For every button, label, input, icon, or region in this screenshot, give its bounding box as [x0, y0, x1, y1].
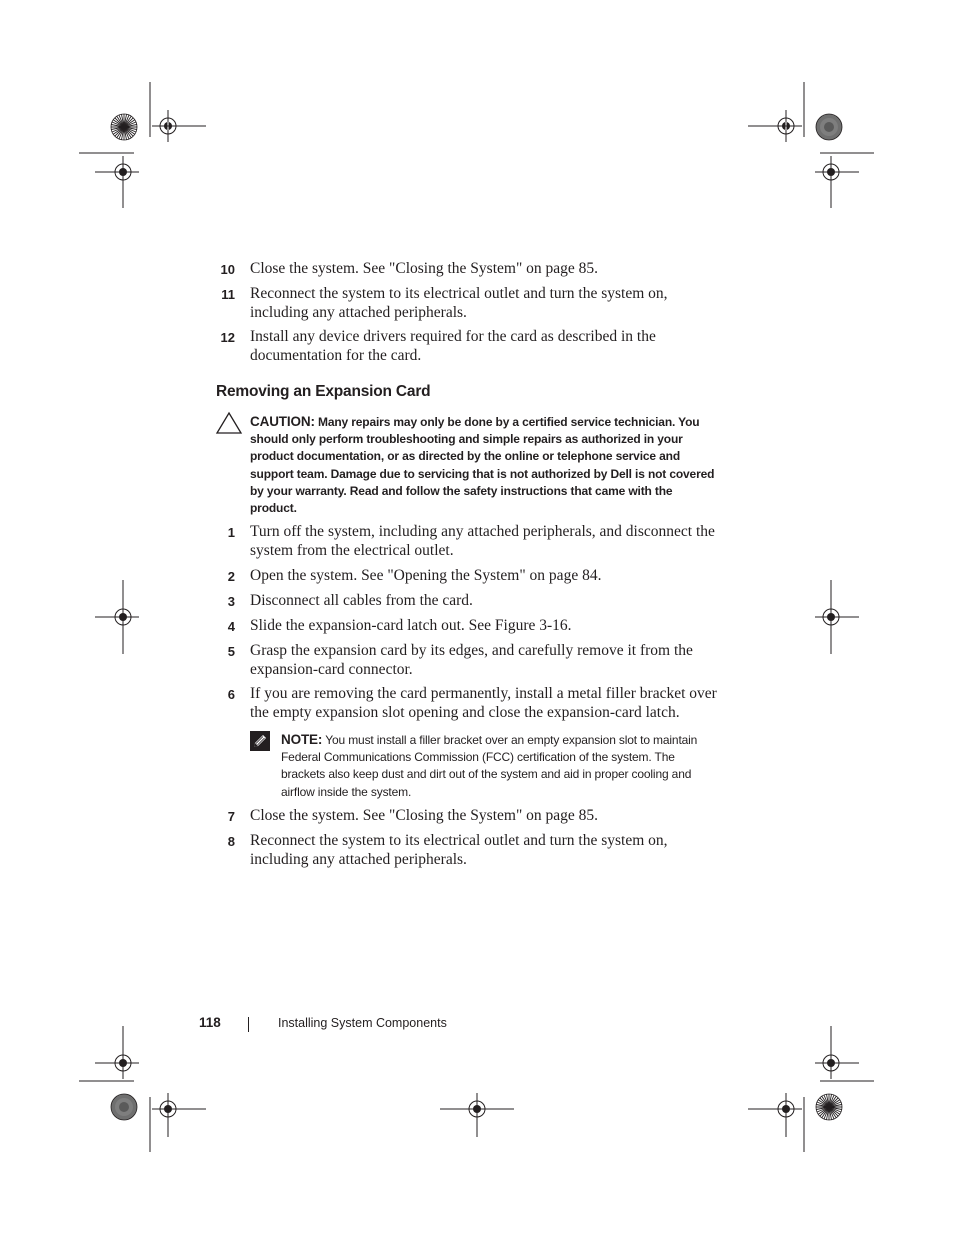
step-number: 8 [227, 834, 235, 849]
step-number: 1 [227, 525, 235, 540]
caution-text: Many repairs may only be done by a certified service technician. You should only perform troubleshooting and simple repairs as authorized in your product documentation, or as directed by the online or telephone service and support team. Damage due to servicing that is not authorized by Dell is not covered by your warranty. Read and follow the safety instructions that came with the product. [250, 415, 715, 516]
step-text: If you are removing the card permanently, install a metal filler bracket over the empty expansion slot opening and close the expansion-card latch. [250, 685, 717, 721]
step-text: Turn off the system, including any attached peripherals, and disconnect the system from the electrical outlet. [250, 523, 715, 559]
page-number: 118 [199, 1015, 221, 1030]
section-heading: Removing an Expansion Card [216, 383, 431, 400]
step-number: 7 [227, 809, 235, 824]
step-text: Close the system. See "Closing the System" on page 85. [250, 807, 599, 824]
step-number: 6 [227, 687, 235, 702]
footer-divider [248, 1017, 249, 1032]
step-text: Install any device drivers required for the card as described in the documentation for the card. [250, 328, 656, 364]
step-number: 4 [227, 619, 235, 634]
registration-star-icon [111, 114, 137, 140]
step-number: 2 [227, 569, 235, 584]
step-number: 5 [227, 644, 235, 659]
registration-star-icon [816, 1094, 842, 1120]
step-text: Grasp the expansion card by its edges, and carefully remove it from the expansion-card connector. [250, 642, 693, 678]
step-text: Disconnect all cables from the card. [250, 592, 473, 609]
note-text: You must install a filler bracket over an empty expansion slot to maintain Federal Communications Commission (FCC) certification of the system. The brackets also keep dust and dirt out of the system and aid in proper cooling and airflow inside the system. [281, 733, 698, 799]
step-number: 11 [221, 287, 235, 302]
registration-gray-icon [111, 1094, 137, 1120]
step-text: Open the system. See "Opening the System" on page 84. [250, 567, 602, 584]
step-text: Reconnect the system to its electrical outlet and turn the system on, including any attached peripherals. [250, 832, 668, 868]
note-block [281, 731, 701, 801]
step-text: Slide the expansion-card latch out. See Figure 3-16. [250, 617, 572, 634]
caution-label: CAUTION: [250, 414, 315, 429]
footer-section-title: Installing System Components [278, 1016, 447, 1030]
step-text: Close the system. See "Closing the System" on page 85. [250, 260, 599, 277]
caution-triangle-icon [215, 411, 243, 435]
note-label: NOTE: [281, 732, 323, 747]
step-number: 3 [227, 594, 235, 609]
note-pencil-icon [250, 731, 270, 751]
step-text: Reconnect the system to its electrical outlet and turn the system on, including any attached peripherals. [250, 285, 668, 321]
registration-gray-icon [816, 114, 842, 140]
step-number: 10 [220, 262, 235, 277]
caution-block [250, 413, 722, 517]
step-number: 12 [220, 330, 235, 345]
